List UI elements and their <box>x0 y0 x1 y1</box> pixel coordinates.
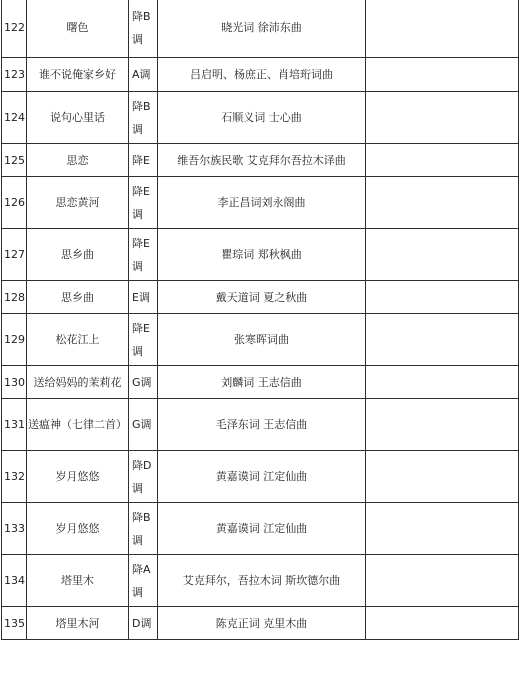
table-row <box>2 366 519 399</box>
song-credits: 吕启明、杨庶正、肖培珩词曲 <box>158 58 366 92</box>
table-row <box>2 0 519 58</box>
empty-cell <box>366 451 519 503</box>
song-title: 送给妈妈的茉莉花 <box>27 366 129 399</box>
empty-cell <box>366 229 519 281</box>
row-number: 122 <box>2 0 27 58</box>
song-key: 降E调 <box>129 314 158 366</box>
table-row <box>2 92 519 144</box>
row-number: 128 <box>2 281 27 314</box>
song-credits: 石顺义词 士心曲 <box>158 92 366 144</box>
row-number: 135 <box>2 607 27 640</box>
song-title: 思恋黄河 <box>27 177 129 229</box>
table-row <box>2 144 519 177</box>
song-credits: 晓光词 徐沛东曲 <box>158 0 366 58</box>
song-key: 降D调 <box>129 451 158 503</box>
table-row <box>2 229 519 281</box>
song-credits: 维吾尔族民歌 艾克拜尔吾拉木译曲 <box>158 144 366 177</box>
row-number: 133 <box>2 503 27 555</box>
empty-cell <box>366 177 519 229</box>
row-number: 131 <box>2 399 27 451</box>
song-credits: 戴天道词 夏之秋曲 <box>158 281 366 314</box>
table-row <box>2 177 519 229</box>
song-key: 降E调 <box>129 177 158 229</box>
table-row <box>2 607 519 640</box>
song-title: 思乡曲 <box>27 229 129 281</box>
song-key: A调 <box>129 58 158 92</box>
row-number: 132 <box>2 451 27 503</box>
song-credits: 瞿琮词 郑秋枫曲 <box>158 229 366 281</box>
table-row <box>2 555 519 607</box>
row-number: 134 <box>2 555 27 607</box>
empty-cell <box>366 503 519 555</box>
song-credits: 毛泽东词 王志信曲 <box>158 399 366 451</box>
song-key: 降B调 <box>129 92 158 144</box>
empty-cell <box>366 0 519 58</box>
empty-cell <box>366 366 519 399</box>
song-credits: 艾克拜尔，吾拉木词 斯坎德尔曲 <box>158 555 366 607</box>
song-title: 塔里木 <box>27 555 129 607</box>
song-credits: 黄嘉谟词 江定仙曲 <box>158 503 366 555</box>
row-number: 127 <box>2 229 27 281</box>
row-number: 125 <box>2 144 27 177</box>
song-title: 岁月悠悠 <box>27 503 129 555</box>
empty-cell <box>366 607 519 640</box>
row-number: 129 <box>2 314 27 366</box>
song-title: 塔里木河 <box>27 607 129 640</box>
song-key: 降A调 <box>129 555 158 607</box>
empty-cell <box>366 314 519 366</box>
song-key: G调 <box>129 399 158 451</box>
song-key: 降E <box>129 144 158 177</box>
empty-cell <box>366 281 519 314</box>
row-number: 123 <box>2 58 27 92</box>
song-title: 思恋 <box>27 144 129 177</box>
song-table <box>1 0 519 640</box>
song-credits: 张寒晖词曲 <box>158 314 366 366</box>
empty-cell <box>366 92 519 144</box>
table-row <box>2 58 519 92</box>
row-number: 126 <box>2 177 27 229</box>
song-credits: 刘麟词 王志信曲 <box>158 366 366 399</box>
table-row <box>2 451 519 503</box>
song-key: 降B调 <box>129 503 158 555</box>
song-title: 松花江上 <box>27 314 129 366</box>
song-key: 降E调 <box>129 229 158 281</box>
song-key: 降B调 <box>129 0 158 58</box>
song-title: 曙色 <box>27 0 129 58</box>
table-row <box>2 281 519 314</box>
row-number: 124 <box>2 92 27 144</box>
song-title: 送瘟神（七律二首） <box>27 399 129 451</box>
empty-cell <box>366 58 519 92</box>
song-title: 思乡曲 <box>27 281 129 314</box>
song-title: 谁不说俺家乡好 <box>27 58 129 92</box>
song-key: D调 <box>129 607 158 640</box>
row-number: 130 <box>2 366 27 399</box>
song-title: 说句心里话 <box>27 92 129 144</box>
song-credits: 李正昌词刘永阁曲 <box>158 177 366 229</box>
song-credits: 黄嘉谟词 江定仙曲 <box>158 451 366 503</box>
song-key: G调 <box>129 366 158 399</box>
table-row <box>2 503 519 555</box>
song-key: E调 <box>129 281 158 314</box>
song-credits: 陈克正词 克里木曲 <box>158 607 366 640</box>
table-row <box>2 314 519 366</box>
empty-cell <box>366 399 519 451</box>
table-row <box>2 399 519 451</box>
empty-cell <box>366 555 519 607</box>
empty-cell <box>366 144 519 177</box>
song-title: 岁月悠悠 <box>27 451 129 503</box>
